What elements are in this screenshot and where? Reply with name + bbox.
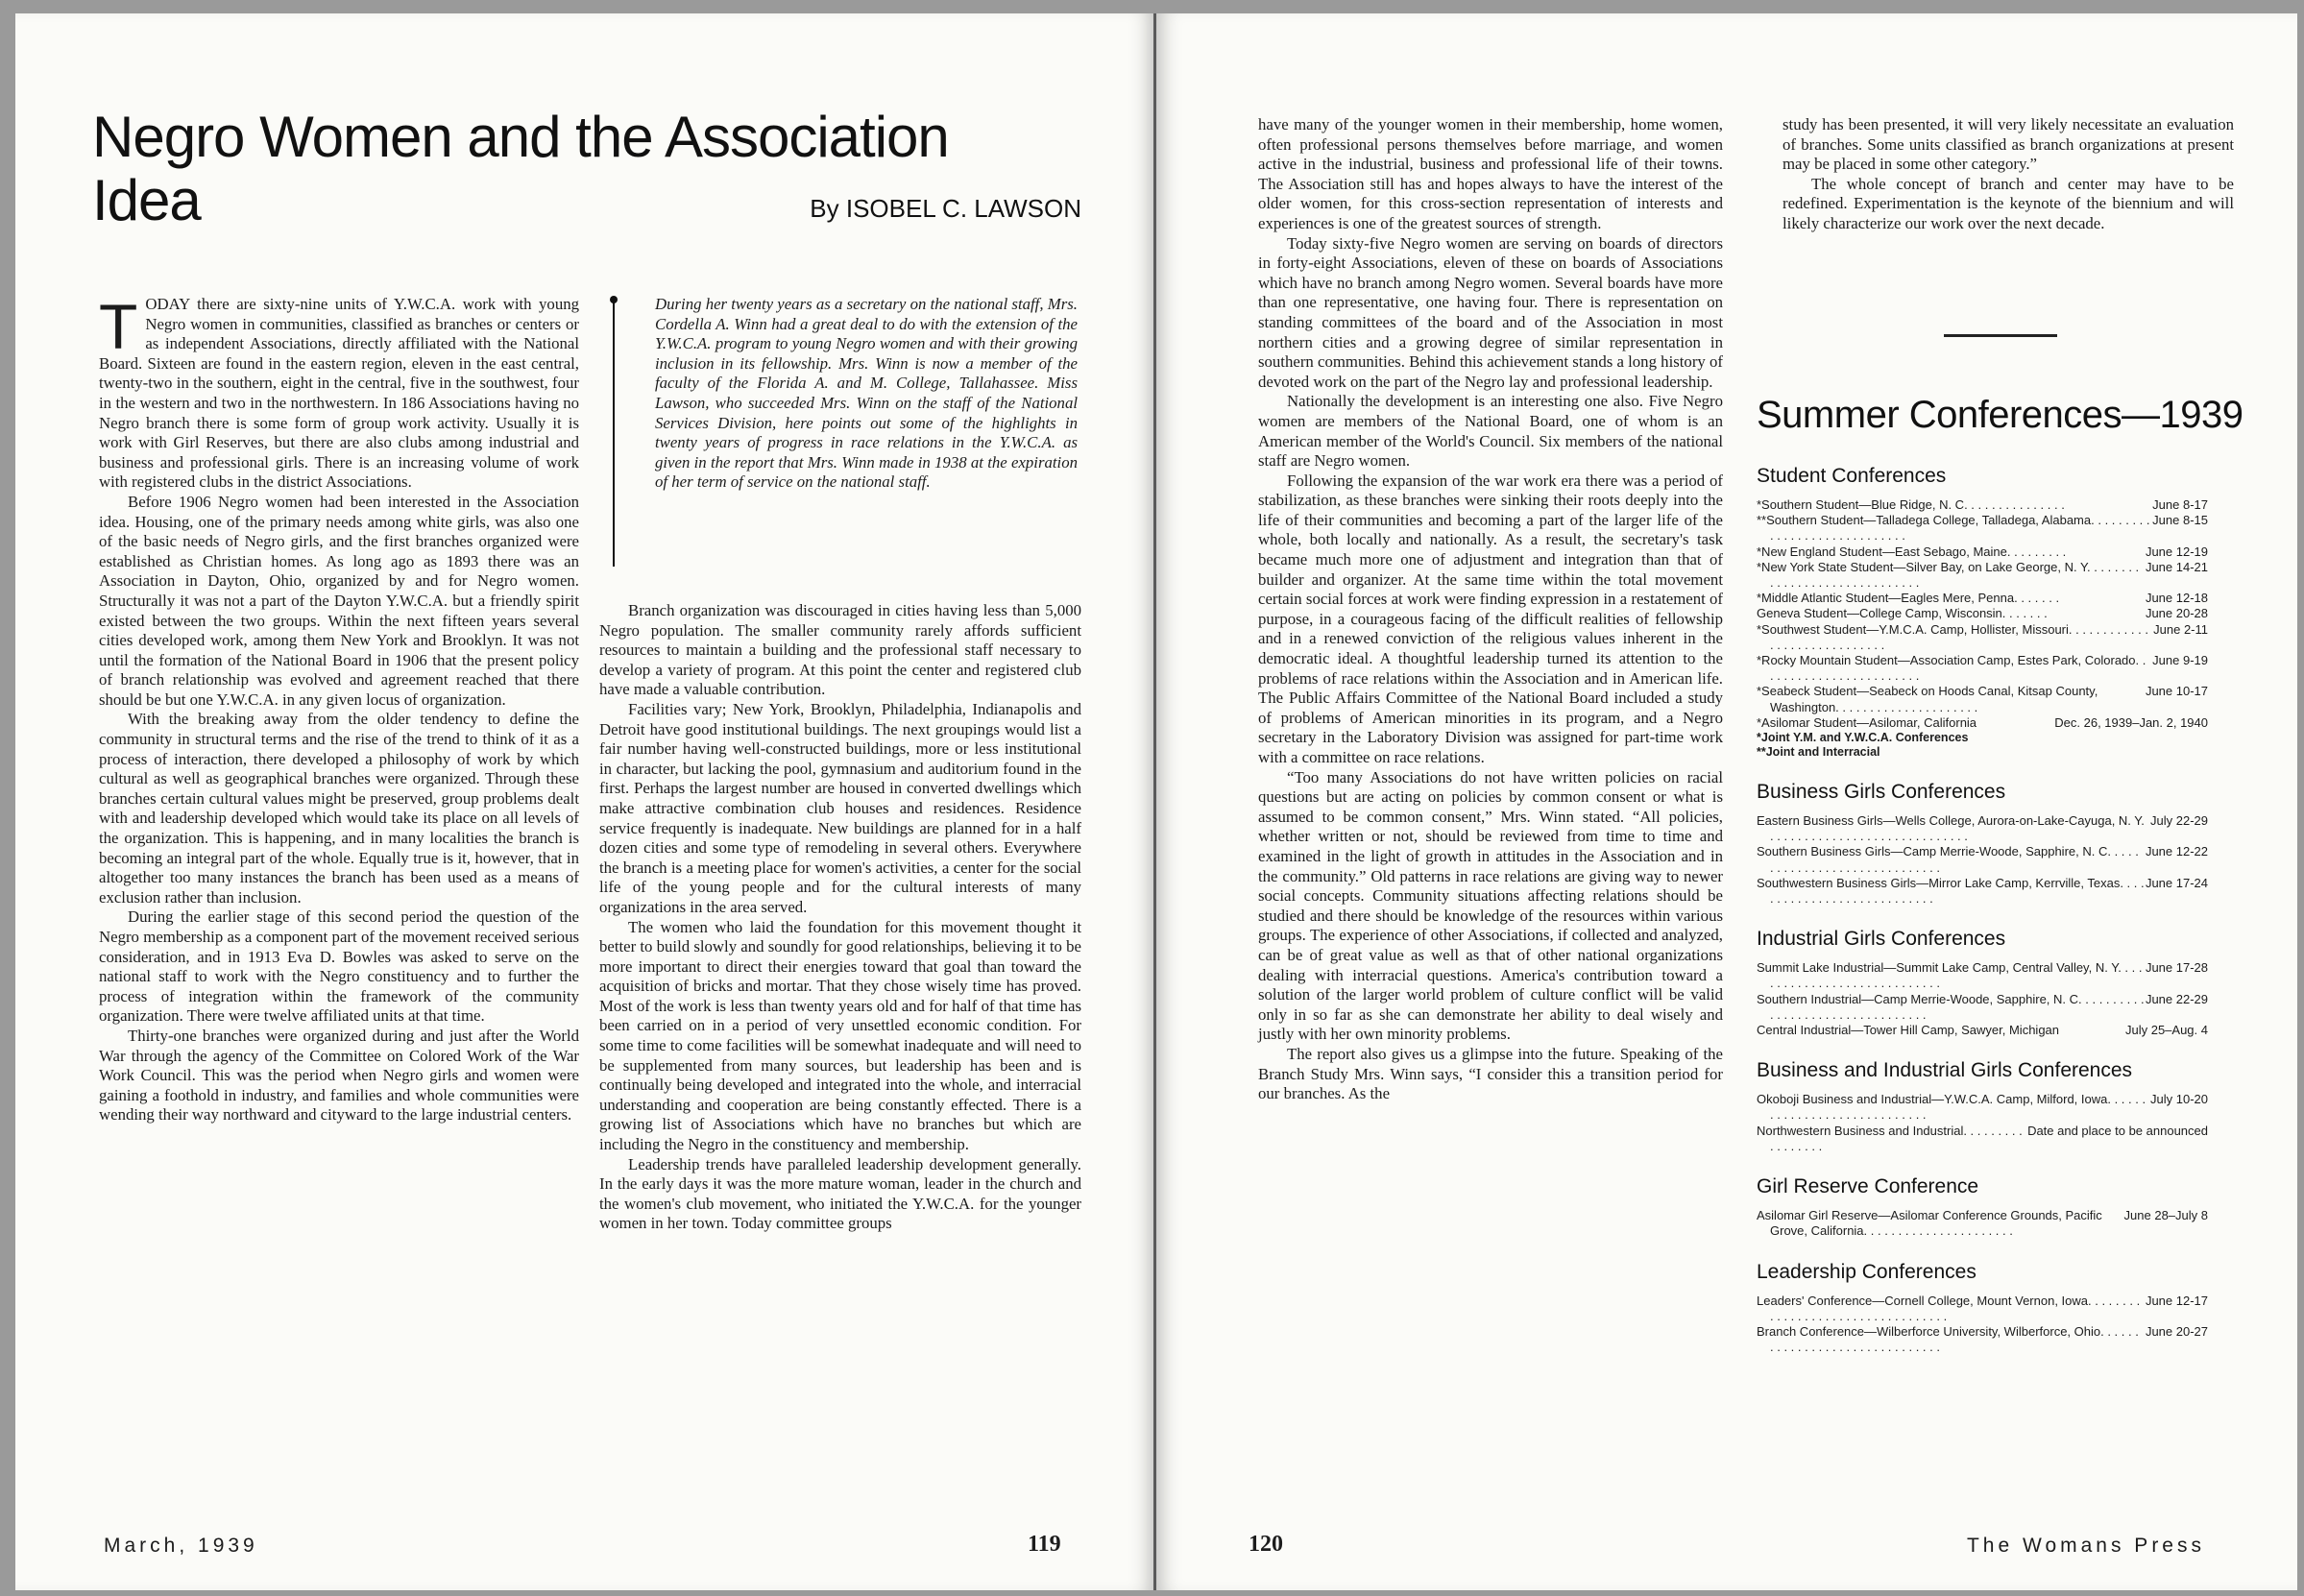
section-divider <box>1944 334 2057 337</box>
conferences-list <box>1757 465 2208 1376</box>
conference-name: Okoboji Business and Industrial—Y.W.C.A. Camp, Milford, Iowa. . . . . . . . . . . . . . . . . . . . . . . . . . . . . <box>1757 1092 2146 1123</box>
article-paragraph: Leadership trends have paralleled leadership development generally. In the early days it was the more mature woman, leader in the church and the women's club movement, who initiated the Y.W.C.A. for the younger women in her town. Today committee groups <box>599 1154 1081 1233</box>
conference-group <box>1757 928 2208 1038</box>
article-paragraph: The report also gives us a glimpse into the future. Speaking of the Branch Study Mrs. Winn says, “I consider this a transition period for our branches. As the <box>1258 1044 1723 1103</box>
article-column-2 <box>599 601 1081 1234</box>
conference-name: Southwestern Business Girls—Mirror Lake Camp, Kerrville, Texas. . . . . . . . . . . . . . . . . . . . . . . . . . . . <box>1757 875 2145 907</box>
conference-entry <box>1757 1092 2208 1123</box>
article-paragraph: TODAY there are sixty-nine units of Y.W.C.A. work with young Negro women in communities, classified as branches or centers or as independent Associations, directly affiliated with the National Board. Sixteen are found in the eastern region, eleven in the east central, twenty-two in the southern, eight in the central, five in the southwest, four in the western and two in the northwestern. In 186 Associations having no Negro branch there is some form of group work activity. Usually it is work with Girl Reserves, but there are also clubs among industrial and business and professional girls. There is an increasing volume of work with registered clubs in the district Associations. <box>99 291 579 492</box>
conference-name: Branch Conference—Wilberforce University, Wilberforce, Ohio. . . . . . . . . . . . . . . . . . . . . . . . . . . . . . . <box>1757 1323 2139 1355</box>
conference-entry <box>1757 1124 2208 1154</box>
conference-entry <box>1757 622 2208 653</box>
article-paragraph: The women who laid the foundation for this movement thought it better to build slowly and soundly for good relationships, believing it to be more important to direct their energies toward that goal than toward the acquisition of bricks and mortar. That they chose wisely time has proved. Most of the work is less than twenty years old and for half of that time has been carried on in a period of very unsettled economic condition. For some time to come facilities will be somewhat inadequate and will need to be supplemented from many sources, but leadership has been and is continually being developed and integrated into the whole, and interracial understanding and cooperation are being constantly effected. There is a growing list of Associations which have no branches but which are including the Negro in the constituency and membership. <box>599 917 1081 1154</box>
page-number-right: 120 <box>1249 1532 1283 1557</box>
article-paragraph: The whole concept of branch and center may have to be redefined. Experimentation is the keynote of the biennium and will likely characterize our work over the next decade. <box>1783 174 2234 232</box>
conference-entry <box>1757 876 2208 907</box>
conference-entry <box>1757 1294 2208 1324</box>
conference-name: *New York State Student—Silver Bay, on Lake George, N. Y. . . . . . . . . . . . . . . . . . . . . . . . . . . . . . <box>1757 559 2140 591</box>
conference-list <box>1757 497 2208 731</box>
conference-list <box>1757 1294 2208 1356</box>
conference-dates: Dec. 26, 1939–Jan. 2, 1940 <box>2054 714 2208 730</box>
conference-dates: June 28–July 8 <box>2123 1208 2208 1223</box>
conference-group <box>1757 781 2208 907</box>
article-paragraph: study has been presented, it will very likely necessitate an evaluation of branches. Some units classified as branch organizations at present may be placed in some other category.” <box>1783 115 2234 174</box>
conference-name: Northwestern Business and Industrial. . . . . . . . . . . . . . . . . <box>1757 1123 2023 1153</box>
intro-rule <box>613 302 615 567</box>
conference-dates: June 17-28 <box>2145 960 2208 976</box>
conference-name: *Rocky Mountain Student—Association Camp, Estes Park, Colorado. . . . . . . . . . . . . . . . . . . . . . . . <box>1757 653 2146 684</box>
article-paragraph: “Too many Associations do not have written policies on racial questions but are acting on policies by common consent or what is assumed to be common consent,” Mrs. Winn stated. “All policies, whether written or not, should be reviewed from time to time and examined in the light of growth in attitudes in the Association and in the community.” Old patterns in race relations are giving way to newer social concepts. Community situations affecting relations should be studied and there should be knowledge of the resources within various groups. The experience of other Associations, if collected and analyzed, can be of great value as well as that of other national organizations dealing with interracial questions. America's contribution toward a solution of the larger world problem of culture conflict will be valid only in so far as she can demonstrate her ability to deal wisely and justly with her own minority problems. <box>1258 767 1723 1044</box>
conference-dates: July 22-29 <box>2150 813 2208 829</box>
conference-dates: June 22-29 <box>2145 991 2208 1006</box>
conference-group <box>1757 1175 2208 1239</box>
conference-dates: June 20-28 <box>2145 606 2208 621</box>
conference-entry <box>1757 544 2208 560</box>
conference-dates: July 10-20 <box>2150 1092 2208 1107</box>
magazine-spread <box>15 13 2297 1590</box>
conference-list <box>1757 1208 2208 1239</box>
conference-dates: June 8-15 <box>2152 513 2208 528</box>
conference-dates: June 12-22 <box>2145 844 2208 859</box>
article-paragraph: Following the expansion of the war work era there was a period of stabilization, as these branches were sinking their roots deeply into the life of their communities and becoming a part of the larger life of the whole, both locally and nationally. As a result, the secretary's task became much more one of adjustment and integration than that of builder and organizer. At the same time within the total movement certain social forces at work were finding expression in a restatement of purpose, in a courageous facing of the difficult realities of fellowship and in a renewed conviction of the religious values inherent in the democratic ideal. A thoughtful leadership turned its attention to the problems of race relations within the Association and in American life. The Public Affairs Committee of the National Board included a study of problems of American minorities in its program, and a Negro secretary in the Laboratory Division was assigned for part-time work with a committee on race relations. <box>1258 471 1723 766</box>
intro-bullet <box>610 296 618 303</box>
conference-note: *Joint Y.M. and Y.W.C.A. Conferences <box>1757 731 1969 745</box>
conference-name: *Middle Atlantic Student—Eagles Mere, Penna. . . . . . . <box>1757 591 2060 606</box>
article-title: Negro Women and the Association Idea <box>92 105 949 232</box>
conference-group-heading: Student Conferences <box>1757 465 1947 487</box>
article-paragraph: have many of the younger women in their membership, home women, often professional persons themselves before marriage, and women active in the industrial, business and professional life of their towns. The Association still has and hopes always to have the interest of the older women, for this cross-section representation of interests and experiences is one of the greatest sources of strength. <box>1258 115 1723 232</box>
conference-group-heading: Industrial Girls Conferences <box>1757 928 2006 951</box>
conference-note: **Joint and Interracial <box>1757 745 1880 760</box>
article-column-3 <box>1258 115 1723 1104</box>
conference-name: Southern Business Girls—Camp Merrie-Woode, Sapphire, N. C. . . . . . . . . . . . . . . . . . . . . . . . . . . . . . <box>1757 844 2139 875</box>
conference-dates: June 14-21 <box>2145 559 2208 574</box>
conference-dates: June 20-27 <box>2145 1323 2208 1339</box>
editor-intro <box>613 295 1081 583</box>
conference-group <box>1757 1261 2208 1356</box>
article-paragraph: Facilities vary; New York, Brooklyn, Philadelphia, Indianapolis and Detroit have good institutional buildings. The next groupings would list a fair number having well-constructed buildings, more or less institutional in character, but lacking the pool, gymnasium and auditorium found in the first. Perhaps the largest number are housed in converted dwellings which make attractive combination club houses and residences. Residence service frequently is inadequate. New buildings are planned for in a half dozen cities and some type of remodeling in several others. Everywhere the branch is a meeting place for women's activities, a center for the social life of the young people and for the cultural interests of many organizations in the area served. <box>599 699 1081 916</box>
article-paragraph: Thirty-one branches were organized during and just after the World War through the agency of the Committee on Colored Work of the War Work Council. This was the period when Negro girls and women were gaining a foothold in industry, and families and whole communities were wending their way northward and cityward to the large industrial centers. <box>99 1026 579 1124</box>
conference-dates: June 12-19 <box>2145 544 2208 559</box>
conference-name: *Seabeck Student—Seabeck on Hoods Canal, Kitsap County, Washington. . . . . . . . . . . . . . . . . . . . . <box>1757 684 2098 714</box>
conference-entry <box>1757 844 2208 875</box>
conference-name: *Southwest Student—Y.M.C.A. Camp, Hollister, Missouri. . . . . . . . . . . . . . . . . . . . . . . . . . . . . <box>1757 621 2148 652</box>
article-paragraph: During the earlier stage of this second period the question of the Negro membership as a component part of the movement received serious consideration, and in 1913 Eva D. Bowles was asked to serve on the national staff to work with the Negro constituency and to further the process of integration within the framework of the community organization. There were twelve affiliated units at that time. <box>99 907 579 1026</box>
conference-name: Southern Industrial—Camp Merrie-Woode, Sapphire, N. C. . . . . . . . . . . . . . . . . . . . . . . . . . . . . . . . . <box>1757 991 2145 1022</box>
conference-name: Central Industrial—Tower Hill Camp, Sawyer, Michigan <box>1757 1023 2060 1038</box>
left-page <box>15 13 1154 1590</box>
conference-group-heading: Business and Industrial Girls Conferences <box>1757 1059 2133 1082</box>
conference-name: Asilomar Girl Reserve—Asilomar Conference Grounds, Pacific Grove, California. . . . . . . . . . . . . . . . . . . . . . <box>1757 1208 2102 1239</box>
conference-entry <box>1757 684 2208 714</box>
conference-dates: June 10-17 <box>2145 684 2208 699</box>
conference-entry <box>1757 1208 2208 1239</box>
conference-name: Geneva Student—College Camp, Wisconsin. . . . . . . <box>1757 606 2048 621</box>
conference-dates: June 2-11 <box>2153 621 2208 637</box>
conference-dates: July 25–Aug. 4 <box>2124 1023 2208 1038</box>
conference-group-heading: Business Girls Conferences <box>1757 781 2006 804</box>
conferences-title: Summer Conferences—1939 <box>1757 394 2243 436</box>
conference-list <box>1757 960 2208 1038</box>
conference-dates: June 12-18 <box>2145 591 2208 606</box>
conference-name: *Southern Student—Blue Ridge, N. C. . . . . . . . . . . . . . . <box>1757 497 2065 512</box>
article-paragraph: Nationally the development is an interesting one also. Five Negro women are members of the National Board, one of whom is an American member of the World's Council. Six members of the national staff are Negro women. <box>1258 392 1723 471</box>
conference-entry <box>1757 591 2208 606</box>
conference-name: Leaders' Conference—Cornell College, Mount Vernon, Iowa. . . . . . . . . . . . . . . . . . . . . . . . . . . . . . . . . . <box>1757 1293 2141 1323</box>
conference-name: Summit Lake Industrial—Summit Lake Camp, Central Valley, N. Y. . . . . . . . . . . . . . . . . . . . . . . . . . . . . <box>1757 960 2143 991</box>
conference-entry <box>1757 606 2208 621</box>
conference-list <box>1757 813 2208 907</box>
conference-entry <box>1757 960 2208 991</box>
conference-dates: June 9-19 <box>2152 653 2208 668</box>
conference-dates: June 12-17 <box>2145 1293 2208 1308</box>
article-paragraph: Branch organization was discouraged in cities having less than 5,000 Negro population. The smaller community rarely affords sufficient resources to maintain a building and the professional staff necessary to develop a variety of program. At this point the center and registered club have made a valuable contribution. <box>599 601 1081 699</box>
conference-group <box>1757 1059 2208 1154</box>
conference-entry <box>1757 497 2208 513</box>
conference-group <box>1757 465 2208 760</box>
conference-name: **Southern Student—Talladega College, Talladega, Alabama. . . . . . . . . . . . . . . . . . . . . . . . . . . . . <box>1757 513 2150 544</box>
conference-entry <box>1757 813 2208 844</box>
drop-cap: T <box>99 291 138 362</box>
conference-entry <box>1757 513 2208 544</box>
conference-name: Eastern Business Girls—Wells College, Aurora-on-Lake-Cayuga, N. Y. . . . . . . . . . . . . . . . . . . . . . . . . . . . . . <box>1757 813 2145 844</box>
intro-text: During her twenty years as a secretary on the national staff, Mrs. Cordella A. Winn had a great deal to do with the extension of the Y.W.C.A. program to young Negro women and with their growing inclusion in its fellowship. Mrs. Winn is now a member of the faculty of the Florida A. and M. College, Tallahassee. Miss Lawson, who succeeded Mrs. Winn on the staff of the National Services Division, here points out some of the highlights in twenty years of progress in race relations in the Y.W.C.A. as given in the report that Mrs. Winn made in 1938 at the expiration of her term of service on the national staff. <box>655 295 1078 492</box>
conference-entry <box>1757 560 2208 591</box>
conference-entry <box>1757 1023 2208 1038</box>
conference-dates: June 17-24 <box>2145 875 2208 890</box>
article-byline: By ISOBEL C. LAWSON <box>810 194 1081 223</box>
conference-group-heading: Leadership Conferences <box>1757 1260 1977 1283</box>
conference-group-heading: Girl Reserve Conference <box>1757 1175 1979 1198</box>
right-page <box>1156 13 2297 1590</box>
article-paragraph: Before 1906 Negro women had been interested in the Association idea. Housing, one of the primary needs among white girls, was also one of the basic needs of Negro girls, and the first branches organized were established as Christian homes. As long ago as 1893 there was an Association in Dayton, Ohio, organized by and for Negro women. Structurally it was not a part of the Dayton Y.W.C.A. but a friendly spirit existed between the two groups. Within the next fifteen years several cities developed work, among them New York and Brooklyn. It was not until the formation of the National Board in 1906 that the present policy of branch relationship was evolved and agreement reached that there should be but one Y.W.C.A. in any given locus of organization. <box>99 492 579 709</box>
conference-entry <box>1757 1324 2208 1355</box>
page-number-left: 119 <box>1028 1532 1061 1557</box>
article-paragraph: With the breaking away from the older tendency to define the community in structural terms and the rise of the trend to think of it as a process of interaction, there developed a philosophy of work by which cultural as well as geographical branches were organized. Through these branches certain cultural values might be preserved, group problems dealt with and leadership developed which would take its place on all levels of the organization. This is happening, and in many localities the branch is becoming an integral part of the whole. Equally true is it, however, that in altogether too many instances the branch has been used as a means of exclusion rather than inclusion. <box>99 710 579 907</box>
conference-list <box>1757 1092 2208 1154</box>
conference-dates: Date and place to be announced <box>2027 1123 2208 1138</box>
article-column-4 <box>1783 115 2234 234</box>
conference-name: *New England Student—East Sebago, Maine. . . . . . . . . <box>1757 544 2067 559</box>
footer-publisher: The Womans Press <box>1966 1535 2205 1557</box>
article-column-1 <box>99 291 579 1125</box>
footer-date: March, 1939 <box>104 1535 258 1557</box>
conference-entry <box>1757 653 2208 684</box>
conference-dates: June 8-17 <box>2152 497 2208 512</box>
conference-entry <box>1757 715 2208 731</box>
conference-entry <box>1757 992 2208 1023</box>
article-paragraph: Today sixty-five Negro women are serving on boards of directors in forty-eight Associations, eleven of these on boards of Associations which have no branch among Negro women. Several boards have more than one representative, one having four. There is representation on standing committees of the board and of the Association in most northern cities and a growing degree of similar representation in southern communities. Behind this achievement stands a long history of devoted work on the part of the Negro lay and professional leadership. <box>1258 233 1723 391</box>
conference-name: *Asilomar Student—Asilomar, California <box>1757 714 1977 730</box>
